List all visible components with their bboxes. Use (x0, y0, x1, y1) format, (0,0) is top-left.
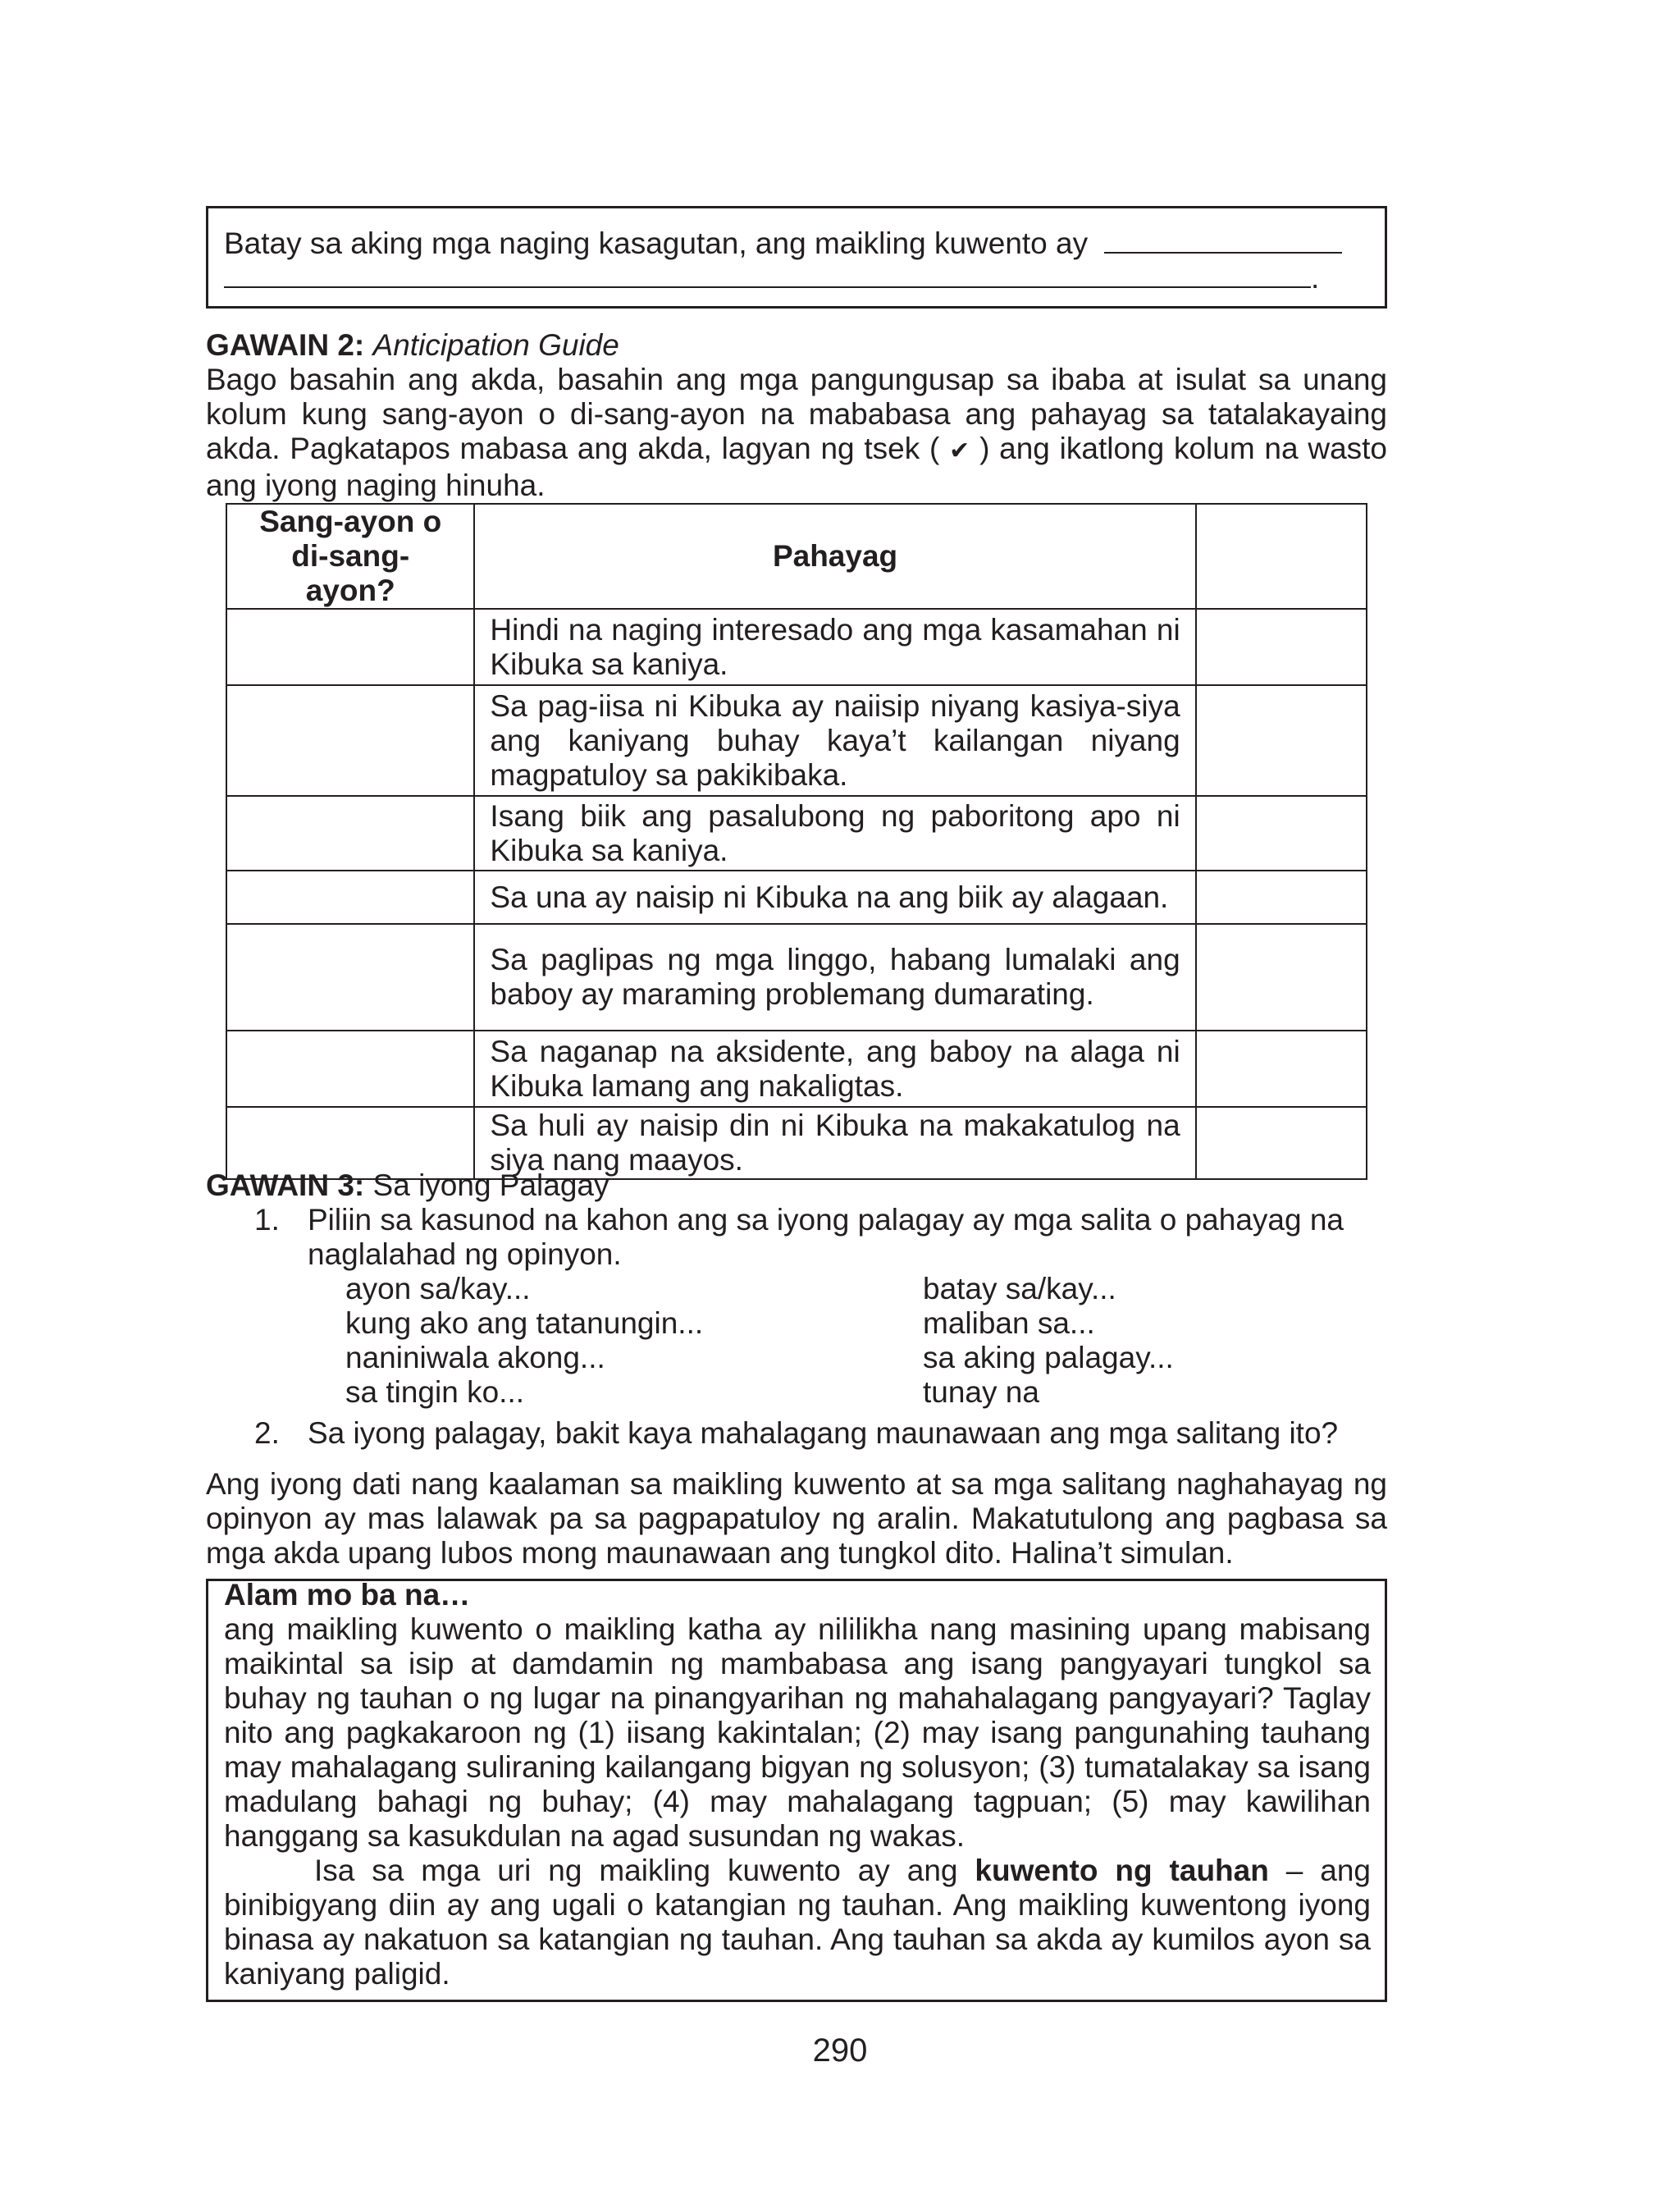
gawain3-heading (206, 1168, 1387, 1203)
answer-blank-1[interactable] (1104, 252, 1342, 254)
alam-mo-ba-box (206, 1579, 1387, 2002)
anticipation-guide-table (226, 503, 1367, 1180)
alam-para2-start: Isa sa mga uri ng maikling kuwento ay ang (314, 1854, 958, 1887)
check-cell[interactable] (1196, 871, 1367, 924)
opinion-word: ayon sa/kay... (345, 1272, 531, 1305)
statement-cell: Hindi na naging interesado ang mga kasamahan ni Kibuka sa kaniya. (474, 609, 1195, 685)
opinion-word: maliban sa... (923, 1306, 1095, 1340)
opinion-words-list (345, 1272, 1333, 1410)
statement-cell: Sa naganap na aksidente, ang baboy na alaga ni Kibuka lamang ang nakaligtas. (474, 1031, 1195, 1107)
alam-paragraph-2 (224, 1854, 1371, 1991)
answer-cell[interactable] (226, 685, 474, 796)
opinion-word: batay sa/kay... (923, 1272, 1116, 1305)
table-row (226, 871, 1367, 924)
answer-prompt: Batay sa aking mga naging kasagutan, ang maikling kuwento ay (224, 226, 1089, 260)
alam-paragraph-1: ang maikling kuwento o maikling katha ay nililikha nang masining upang mabisang maikintal sa isip at damdamin ng mambabasa ang isang pangyayari tungkol sa buhay ng tauhan o ng lugar na pinangyarihan ng mahahalagang pangyayari? Taglay nito ang pagkakaroon ng (1) iisang kakintalan; (2) may isang pangunahing tauhang may mahalagang suliraning kailangang bigyan ng solusyon; (3) tumatalakay sa isang madulang bahagi ng buhay; (4) may mahalagang tagpuan; (5) may kawilihan hanggang sa kasukdulan na agad susundan ng wakas. (224, 1612, 1371, 1853)
gawain3-item2-number: 2. (254, 1416, 280, 1450)
kuwento-ng-tauhan-term: kuwento ng tauhan (975, 1854, 1269, 1887)
answer-cell[interactable] (226, 871, 474, 924)
gawain2-instructions (206, 363, 1387, 503)
gawain3-item1-text: Piliin sa kasunod na kahon ang sa iyong palagay ay mga salita o pahayag na naglalahad ng opinyon. (308, 1203, 1344, 1271)
answer-cell[interactable] (226, 609, 474, 685)
gawain2-heading (206, 328, 1387, 363)
check-cell[interactable] (1196, 924, 1367, 1031)
gawain2-title: Anticipation Guide (372, 328, 619, 362)
header-sang-ayon: Sang-ayon o di-sang-ayon? (226, 504, 474, 609)
answer-line-2 (224, 261, 1372, 295)
gawain3-item2-text: Sa iyong palagay, bakit kaya mahalagang maunawaan ang mga salitang ito? (308, 1416, 1339, 1450)
instructions-part2: ) ang ikatlong kolum na wasto ang iyong naging hinuha. (206, 432, 1388, 502)
alam-heading: Alam mo ba na… (224, 1578, 471, 1612)
check-cell[interactable] (1196, 1031, 1367, 1107)
statement-cell: Sa paglipas ng mga linggo, habang lumalaki ang baboy ay maraming problemang dumarating. (474, 924, 1195, 1031)
check-cell[interactable] (1196, 609, 1367, 685)
opinion-word: naniniwala akong... (345, 1341, 605, 1374)
header-pahayag: Pahayag (474, 504, 1195, 609)
answer-line-1 (224, 226, 1372, 261)
opinion-word: sa aking palagay... (923, 1341, 1174, 1374)
answer-cell[interactable] (226, 1031, 474, 1107)
statement-cell: Sa una ay naisip ni Kibuka na ang biik ay alagaan. (474, 871, 1195, 924)
table-row (226, 924, 1367, 1031)
table-header-row (226, 504, 1367, 609)
table-row (226, 796, 1367, 871)
instructions-part1: Bago basahin ang akda, basahin ang mga pangungusap sa ibaba at isulat sa unang kolum kung sang-ayon o di-sang-ayon na mababasa ang pahayag sa tatalakayaing akda. Pagkatapos mabasa ang akda, lagyan ng tsek ( (206, 363, 1387, 465)
checkmark-icon: ✔ (949, 437, 970, 464)
check-cell[interactable] (1196, 685, 1367, 796)
answer-cell[interactable] (226, 796, 474, 871)
check-cell[interactable] (1196, 796, 1367, 871)
answer-blank-2[interactable] (224, 286, 1311, 288)
answer-box (206, 206, 1387, 309)
answer-period: . (1311, 261, 1320, 295)
statement-cell: Sa huli ay naisip din ni Kibuka na makakatulog na siya nang maayos. (474, 1107, 1195, 1179)
gawain3-item1-number: 1. (254, 1203, 280, 1237)
intro-paragraph: Ang iyong dati nang kaalaman sa maikling kuwento at sa mga salitang naghahayag ng opinyon ay mas lalawak pa sa pagpapatuloy ng aralin. Makatutulong ang pagbasa sa mga akda upang lubos mong maunawaan ang tungkol dito. Halina’t simulan. (206, 1467, 1387, 1570)
gawain2-label: GAWAIN 2: (206, 328, 365, 362)
answer-cell[interactable] (226, 924, 474, 1031)
page-number: 290 (812, 2032, 868, 2069)
table-row (226, 1031, 1367, 1107)
opinion-word: sa tingin ko... (345, 1375, 525, 1409)
alam-para2-end: – ang binibigyang diin ay ang ugali o katangian ng tauhan. Ang maikling kuwentong iyong binasa ay nakatuon sa katangian ng tauhan. Ang tauhan sa akda ay kumilos ayon sa kaniyang paligid. (224, 1854, 1372, 1991)
statement-cell: Isang biik ang pasalubong ng paboritong apo ni Kibuka sa kaniya. (474, 796, 1195, 871)
statement-cell: Sa pag-iisa ni Kibuka ay naiisip niyang kasiya-siya ang kaniyang buhay kaya’t kailangan niyang magpatuloy sa pakikibaka. (474, 685, 1195, 796)
opinion-word: kung ako ang tatanungin... (345, 1306, 704, 1340)
table-row (226, 609, 1367, 685)
gawain3-title: Sa iyong Palagay (372, 1168, 609, 1202)
gawain3-label: GAWAIN 3: (206, 1168, 365, 1202)
table-row (226, 685, 1367, 796)
opinion-word: tunay na (923, 1375, 1039, 1409)
header-check (1196, 504, 1367, 609)
